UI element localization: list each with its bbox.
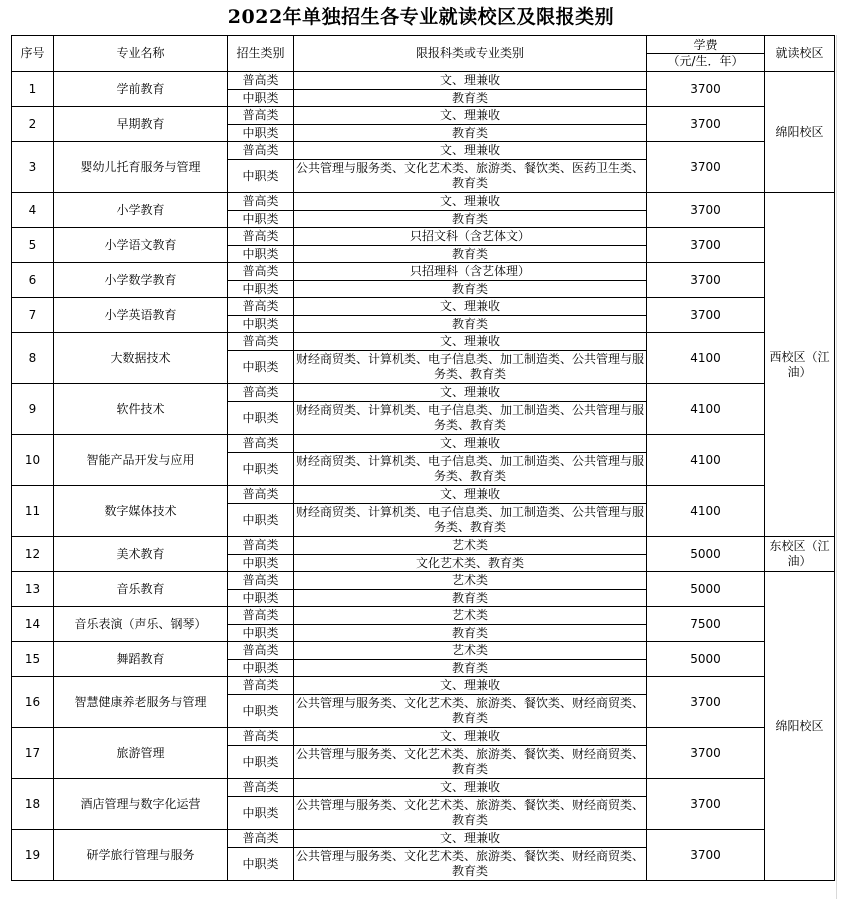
major-name: 小学英语教育 — [54, 298, 228, 333]
table-row — [12, 193, 835, 211]
restrict-category: 公共管理与服务类、文化艺术类、旅游类、餐饮类、财经商贸类、教育类 — [294, 797, 647, 830]
tuition-fee: 3700 — [647, 677, 765, 728]
restrict-category: 公共管理与服务类、文化艺术类、旅游类、餐饮类、财经商贸类、教育类 — [294, 695, 647, 728]
admission-type: 中职类 — [228, 504, 294, 537]
tuition-fee: 3700 — [647, 142, 765, 193]
row-number: 2 — [12, 107, 54, 142]
restrict-category: 文化艺术类、教育类 — [294, 555, 647, 572]
header-no: 序号 — [12, 36, 54, 72]
restrict-category: 文、理兼收 — [294, 298, 647, 316]
restrict-category: 公共管理与服务类、文化艺术类、旅游类、餐饮类、医药卫生类、教育类 — [294, 160, 647, 193]
admission-type: 中职类 — [228, 402, 294, 435]
campus-cell: 东校区（江油） — [765, 537, 835, 572]
table-row — [12, 607, 835, 625]
major-name: 音乐表演（声乐、钢琴） — [54, 607, 228, 642]
row-number: 19 — [12, 830, 54, 881]
header-fee-line1: 学费 — [647, 38, 764, 54]
admission-type: 普高类 — [228, 263, 294, 281]
table-row — [12, 263, 835, 281]
tuition-fee: 5000 — [647, 537, 765, 572]
header-type: 招生类别 — [228, 36, 294, 72]
admission-type: 普高类 — [228, 298, 294, 316]
row-number: 16 — [12, 677, 54, 728]
table-row — [12, 333, 835, 351]
table-row — [12, 107, 835, 125]
restrict-category: 教育类 — [294, 660, 647, 677]
admission-type: 中职类 — [228, 590, 294, 607]
table-row — [12, 384, 835, 402]
major-name: 小学数学教育 — [54, 263, 228, 298]
restrict-category: 财经商贸类、计算机类、电子信息类、加工制造类、公共管理与服务类、教育类 — [294, 402, 647, 435]
admission-table — [11, 35, 835, 881]
admission-type: 普高类 — [228, 830, 294, 848]
restrict-category: 艺术类 — [294, 572, 647, 590]
admission-type: 中职类 — [228, 453, 294, 486]
header-row — [12, 36, 835, 72]
major-name: 旅游管理 — [54, 728, 228, 779]
table-row — [12, 677, 835, 695]
restrict-category: 教育类 — [294, 590, 647, 607]
restrict-category: 财经商贸类、计算机类、电子信息类、加工制造类、公共管理与服务类、教育类 — [294, 504, 647, 537]
row-number: 4 — [12, 193, 54, 228]
row-number: 17 — [12, 728, 54, 779]
row-number: 7 — [12, 298, 54, 333]
restrict-category: 教育类 — [294, 90, 647, 107]
restrict-category: 只招文科（含艺体文） — [294, 228, 647, 246]
admission-type: 普高类 — [228, 537, 294, 555]
table-row — [12, 228, 835, 246]
row-number: 1 — [12, 72, 54, 107]
table-row — [12, 142, 835, 160]
tuition-fee: 4100 — [647, 384, 765, 435]
restrict-category: 文、理兼收 — [294, 193, 647, 211]
restrict-category: 文、理兼收 — [294, 384, 647, 402]
restrict-category: 文、理兼收 — [294, 142, 647, 160]
row-number: 10 — [12, 435, 54, 486]
tuition-fee: 7500 — [647, 607, 765, 642]
admission-type: 中职类 — [228, 351, 294, 384]
row-number: 9 — [12, 384, 54, 435]
admission-type: 普高类 — [228, 142, 294, 160]
restrict-category: 文、理兼收 — [294, 107, 647, 125]
table-row — [12, 537, 835, 555]
tuition-fee: 3700 — [647, 107, 765, 142]
major-name: 早期教育 — [54, 107, 228, 142]
header-campus: 就读校区 — [765, 36, 835, 72]
row-number: 8 — [12, 333, 54, 384]
restrict-category: 教育类 — [294, 316, 647, 333]
table-row — [12, 642, 835, 660]
major-name: 音乐教育 — [54, 572, 228, 607]
tuition-fee: 3700 — [647, 298, 765, 333]
table-row — [12, 728, 835, 746]
admission-type: 中职类 — [228, 90, 294, 107]
admission-type: 中职类 — [228, 797, 294, 830]
tuition-fee: 3700 — [647, 728, 765, 779]
major-name: 婴幼儿托育服务与管理 — [54, 142, 228, 193]
major-name: 小学教育 — [54, 193, 228, 228]
restrict-category: 艺术类 — [294, 642, 647, 660]
restrict-category: 文、理兼收 — [294, 486, 647, 504]
tuition-fee: 3700 — [647, 263, 765, 298]
admission-type: 中职类 — [228, 160, 294, 193]
header-major: 专业名称 — [54, 36, 228, 72]
restrict-category: 教育类 — [294, 281, 647, 298]
row-number: 15 — [12, 642, 54, 677]
admission-type: 普高类 — [228, 435, 294, 453]
admission-type: 中职类 — [228, 246, 294, 263]
table-row — [12, 572, 835, 590]
restrict-category: 教育类 — [294, 125, 647, 142]
admission-type: 普高类 — [228, 193, 294, 211]
tuition-fee: 3700 — [647, 72, 765, 107]
admission-type: 中职类 — [228, 316, 294, 333]
restrict-category: 文、理兼收 — [294, 830, 647, 848]
tuition-fee: 3700 — [647, 228, 765, 263]
restrict-category: 文、理兼收 — [294, 72, 647, 90]
restrict-category: 文、理兼收 — [294, 333, 647, 351]
tuition-fee: 3700 — [647, 830, 765, 881]
major-name: 研学旅行管理与服务 — [54, 830, 228, 881]
tuition-fee: 5000 — [647, 572, 765, 607]
tuition-fee: 3700 — [647, 779, 765, 830]
major-name: 智能产品开发与应用 — [54, 435, 228, 486]
major-name: 软件技术 — [54, 384, 228, 435]
admission-type: 中职类 — [228, 746, 294, 779]
restrict-category: 文、理兼收 — [294, 677, 647, 695]
table-row — [12, 298, 835, 316]
major-name: 数字媒体技术 — [54, 486, 228, 537]
restrict-category: 教育类 — [294, 246, 647, 263]
admission-type: 普高类 — [228, 107, 294, 125]
tuition-fee: 4100 — [647, 333, 765, 384]
admission-type: 普高类 — [228, 572, 294, 590]
admission-type: 普高类 — [228, 607, 294, 625]
header-restrict: 限报科类或专业类别 — [294, 36, 647, 72]
row-number: 5 — [12, 228, 54, 263]
admission-type: 普高类 — [228, 72, 294, 90]
restrict-category: 文、理兼收 — [294, 779, 647, 797]
restrict-category: 公共管理与服务类、文化艺术类、旅游类、餐饮类、财经商贸类、教育类 — [294, 848, 647, 881]
admission-type: 普高类 — [228, 333, 294, 351]
restrict-category: 艺术类 — [294, 607, 647, 625]
table-row — [12, 486, 835, 504]
tuition-fee: 3700 — [647, 193, 765, 228]
restrict-category: 财经商贸类、计算机类、电子信息类、加工制造类、公共管理与服务类、教育类 — [294, 453, 647, 486]
tuition-fee: 5000 — [647, 642, 765, 677]
admission-type: 中职类 — [228, 281, 294, 298]
row-number: 18 — [12, 779, 54, 830]
admission-type: 普高类 — [228, 486, 294, 504]
row-number: 12 — [12, 537, 54, 572]
table-row — [12, 779, 835, 797]
admission-type: 普高类 — [228, 384, 294, 402]
campus-cell: 绵阳校区 — [765, 72, 835, 193]
restrict-category: 教育类 — [294, 211, 647, 228]
tuition-fee: 4100 — [647, 486, 765, 537]
header-fee — [647, 36, 765, 72]
admission-type: 中职类 — [228, 695, 294, 728]
admission-type: 普高类 — [228, 677, 294, 695]
admission-type: 中职类 — [228, 211, 294, 228]
table-row — [12, 72, 835, 90]
row-number: 13 — [12, 572, 54, 607]
admission-type: 中职类 — [228, 555, 294, 572]
restrict-category: 文、理兼收 — [294, 728, 647, 746]
row-number: 3 — [12, 142, 54, 193]
table-row — [12, 830, 835, 848]
admission-type: 普高类 — [228, 728, 294, 746]
major-name: 智慧健康养老服务与管理 — [54, 677, 228, 728]
row-number: 11 — [12, 486, 54, 537]
header-fee-line2: （元/生．年） — [667, 54, 744, 68]
row-number: 14 — [12, 607, 54, 642]
major-name: 小学语文教育 — [54, 228, 228, 263]
page-title: 2022年单独招生各专业就读校区及限报类别 — [227, 6, 615, 28]
campus-cell: 西校区（江油） — [765, 193, 835, 537]
admission-type: 中职类 — [228, 625, 294, 642]
major-name: 学前教育 — [54, 72, 228, 107]
admission-type: 中职类 — [228, 848, 294, 881]
major-name: 酒店管理与数字化运营 — [54, 779, 228, 830]
restrict-category: 财经商贸类、计算机类、电子信息类、加工制造类、公共管理与服务类、教育类 — [294, 351, 647, 384]
table-body — [12, 36, 835, 881]
restrict-category: 文、理兼收 — [294, 435, 647, 453]
restrict-category: 只招理科（含艺体理） — [294, 263, 647, 281]
restrict-category: 公共管理与服务类、文化艺术类、旅游类、餐饮类、财经商贸类、教育类 — [294, 746, 647, 779]
admission-type: 中职类 — [228, 660, 294, 677]
admission-type: 普高类 — [228, 642, 294, 660]
major-name: 美术教育 — [54, 537, 228, 572]
sheet-gridline — [836, 35, 837, 899]
tuition-fee: 4100 — [647, 435, 765, 486]
restrict-category: 艺术类 — [294, 537, 647, 555]
campus-cell: 绵阳校区 — [765, 572, 835, 881]
admission-type: 普高类 — [228, 228, 294, 246]
restrict-category: 教育类 — [294, 625, 647, 642]
row-number: 6 — [12, 263, 54, 298]
major-name: 舞蹈教育 — [54, 642, 228, 677]
table-row — [12, 435, 835, 453]
admission-type: 中职类 — [228, 125, 294, 142]
admission-type: 普高类 — [228, 779, 294, 797]
major-name: 大数据技术 — [54, 333, 228, 384]
